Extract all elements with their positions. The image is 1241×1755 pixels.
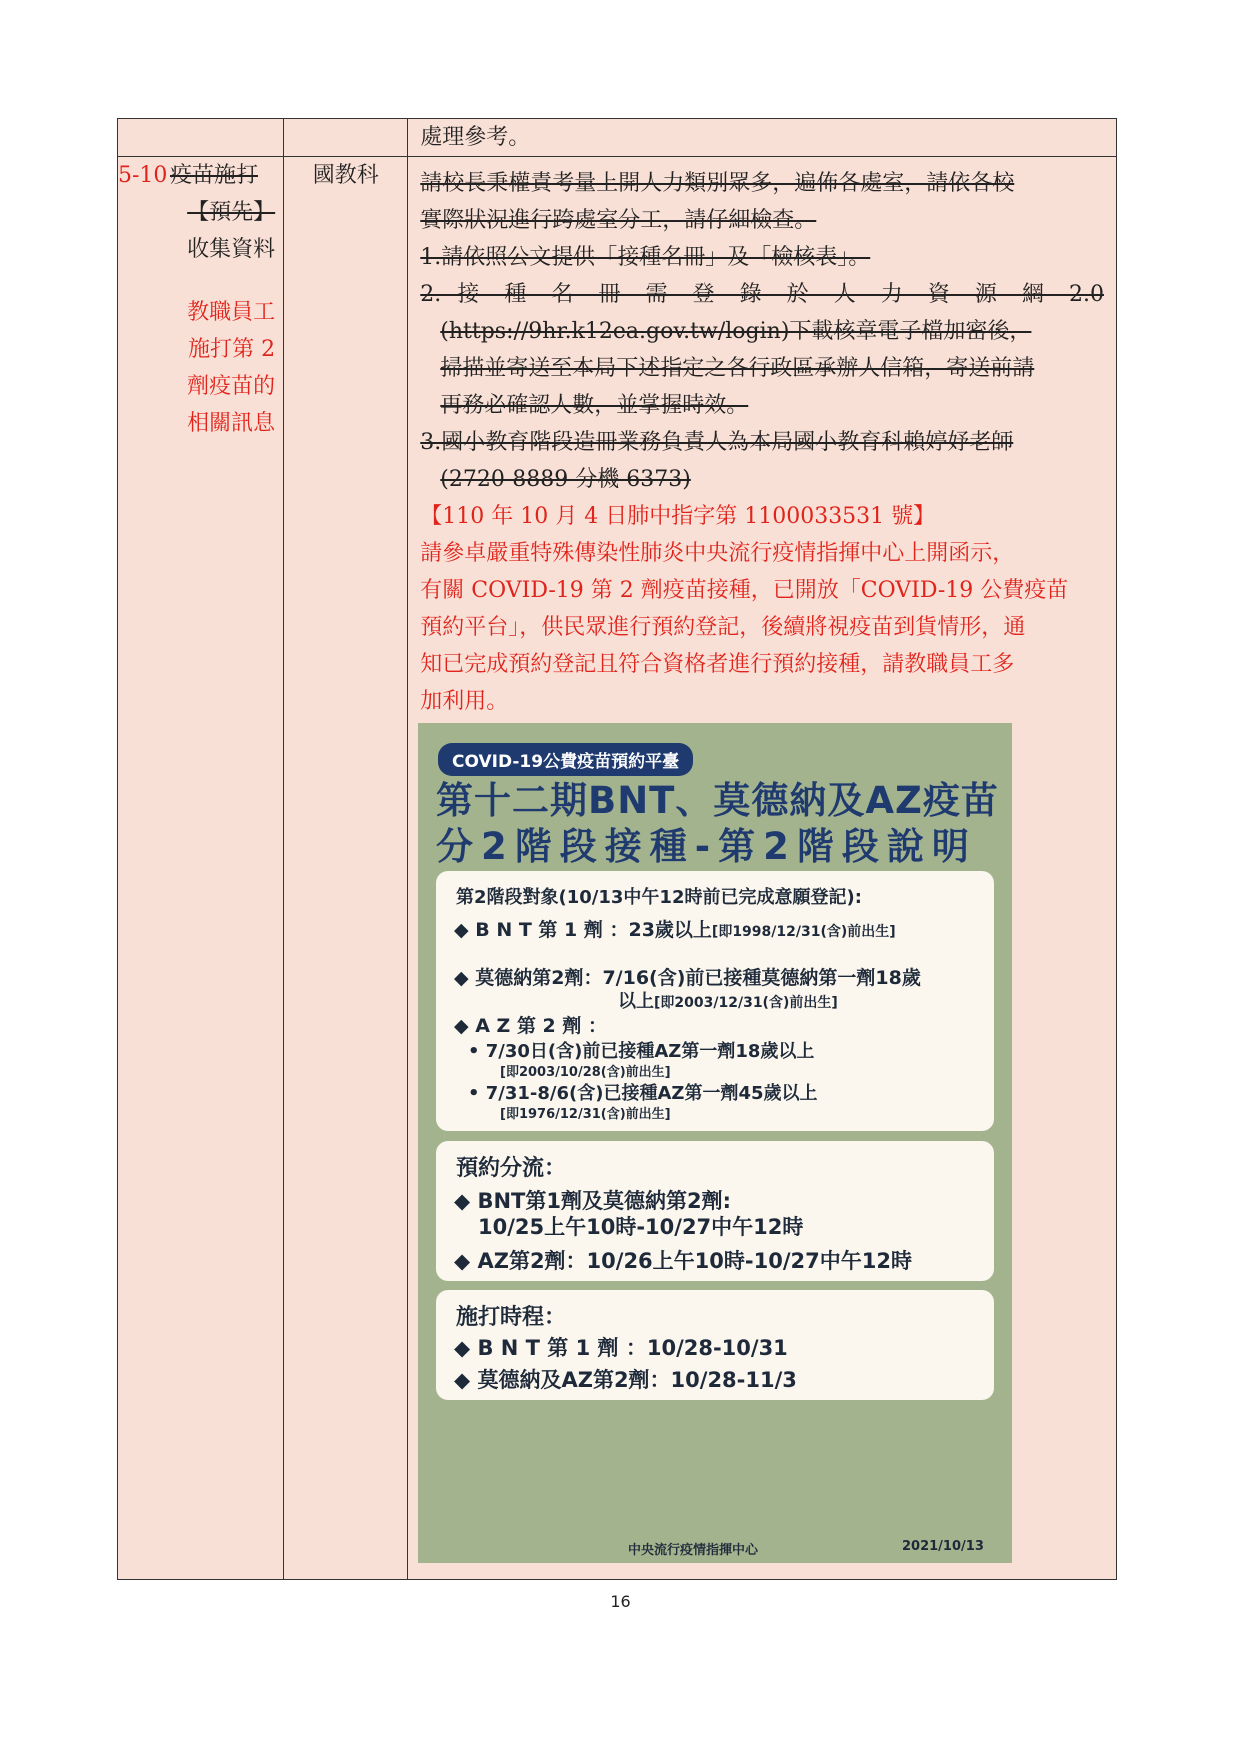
struck-line: 實際狀況進行跨處室分工，請仔細檢查。 — [420, 208, 817, 233]
schedule-box — [436, 1290, 994, 1400]
eligibility-header: 第2階段對象(10/13中午12時前已完成意願登記): — [456, 887, 862, 908]
struck-line: 2. 接 種 名 冊 需 登 錄 於 人 力 資 源 網 2.0 — [420, 282, 1104, 307]
topic-line3: 收集資料 — [187, 237, 276, 262]
az2-note: [即1976/12/31(含)前出生] — [500, 1107, 671, 1122]
struck-line: 1.請依照公文提供「接種名冊」及「檢核表」。 — [420, 245, 871, 270]
row1-code-cell — [118, 157, 284, 1580]
notice-header: 【110 年 10 月 4 日肺中指字第 1100033531 號】 — [420, 504, 936, 529]
department-label: 國教科 — [312, 163, 379, 188]
bnt-text: ◆ B N T 第 1 劑 ：23歲以上 — [454, 919, 712, 941]
struck-line: 再務必確認人數，並掌握時效。 — [440, 393, 749, 418]
struck-line: 請校長秉權責考量上開人力類別眾多，遍佈各處室，請依各校 — [420, 171, 1015, 196]
struck-line: 3.國小教育階段造冊業務負責人為本局國小教育科賴婷妤老師 — [420, 430, 1014, 455]
row0-dept-cell — [284, 119, 408, 157]
notice-line: 有關 COVID-19 第 2 劑疫苗接種，已開放「COVID-19 公費疫苗 — [420, 578, 1069, 603]
red-notice — [420, 498, 1104, 720]
notice-line: 請參卓嚴重特殊傳染性肺炎中央流行疫情指揮中心上開函示， — [420, 541, 1015, 566]
poster-title — [436, 778, 999, 870]
struck-instructions — [408, 157, 1116, 720]
row1-dept-cell — [284, 157, 408, 1580]
booking-box — [436, 1141, 994, 1281]
notice-line: 預約平台」，供民眾進行預約登記，後續將視疫苗到貨情形，通 — [420, 615, 1026, 640]
booking-line3: ◆ AZ第2劑：10/26上午10時-10/27中午12時 — [454, 1249, 912, 1273]
eligibility-box — [436, 871, 994, 1131]
poster-footer-date: 2021/10/13 — [902, 1539, 984, 1554]
moderna-line2 — [618, 987, 838, 1013]
az2-line: • 7/31-8/6(含)已接種AZ第一劑45歲以上 — [468, 1083, 818, 1104]
vaccine-poster — [418, 723, 1012, 1563]
struck-line: (https://9hr.k12ea.gov.tw/login)下載核章電子檔加密後， — [440, 319, 1032, 344]
red-topic-line: 施打第 2 — [188, 337, 276, 362]
row0-code-cell — [118, 119, 284, 157]
bnt-note: [即1998/12/31(含)前出生] — [711, 924, 896, 940]
row0-content-cell — [408, 119, 1117, 157]
az1-note: [即2003/10/28(含)前出生] — [500, 1065, 671, 1080]
booking-header: 預約分流： — [456, 1156, 567, 1181]
booking-line1: ◆ BNT第1劑及莫德納第2劑: — [454, 1189, 731, 1213]
row0-content: 處理參考。 — [420, 125, 531, 150]
schedule-header: 施打時程： — [456, 1305, 567, 1330]
booking-line2: 10/25上午10時-10/27中午12時 — [478, 1215, 804, 1239]
struck-line: 掃描並寄送至本局下述指定之各行政區承辦人信箱，寄送前請 — [440, 356, 1035, 381]
schedule-line1: ◆ B N T 第 1 劑 ：10/28-10/31 — [454, 1336, 788, 1360]
item-code: 5-10 — [118, 163, 168, 188]
poster-title-line1: 第十二期BNT、莫德納及AZ疫苗 — [436, 779, 999, 822]
az1-line: • 7/30日(含)前已接種AZ第一劑18歲以上 — [468, 1041, 815, 1062]
page-number: 16 — [610, 1592, 631, 1611]
red-topic-line: 劑疫苗的 — [187, 374, 276, 399]
red-topic-line: 相關訊息 — [187, 411, 276, 436]
red-topic-block — [118, 294, 283, 442]
schedule-line2: ◆ 莫德納及AZ第2劑：10/28-11/3 — [454, 1368, 797, 1392]
topic-line2: 【預先】 — [187, 200, 276, 225]
poster-pill-label: COVID-19公費疫苗預約平臺 — [438, 743, 693, 776]
bnt-line — [454, 915, 896, 942]
poster-title-line2: 分2階段接種-第2階段說明 — [436, 825, 977, 868]
moderna-note: [即2003/12/31(含)前出生] — [654, 995, 838, 1011]
red-topic-line: 教職員工 — [187, 300, 276, 325]
topic-line1: 疫苗施打 — [170, 163, 259, 188]
struck-line: (2720-8889 分機 6373) — [440, 467, 691, 492]
poster-footer-org: 中央流行疫情指揮中心 — [628, 1543, 759, 1558]
notice-line: 加利用。 — [420, 689, 509, 714]
moderna-line2-text: 以上 — [618, 991, 654, 1012]
moderna-line: ◆ 莫德納第2劑：7/16(含)前已接種莫德納第一劑18歲 — [454, 967, 921, 989]
az-line: ◆ A Z 第 2 劑 ： — [454, 1015, 608, 1037]
notice-line: 知已完成預約登記且符合資格者進行預約接種，請教職員工多 — [420, 652, 1015, 677]
